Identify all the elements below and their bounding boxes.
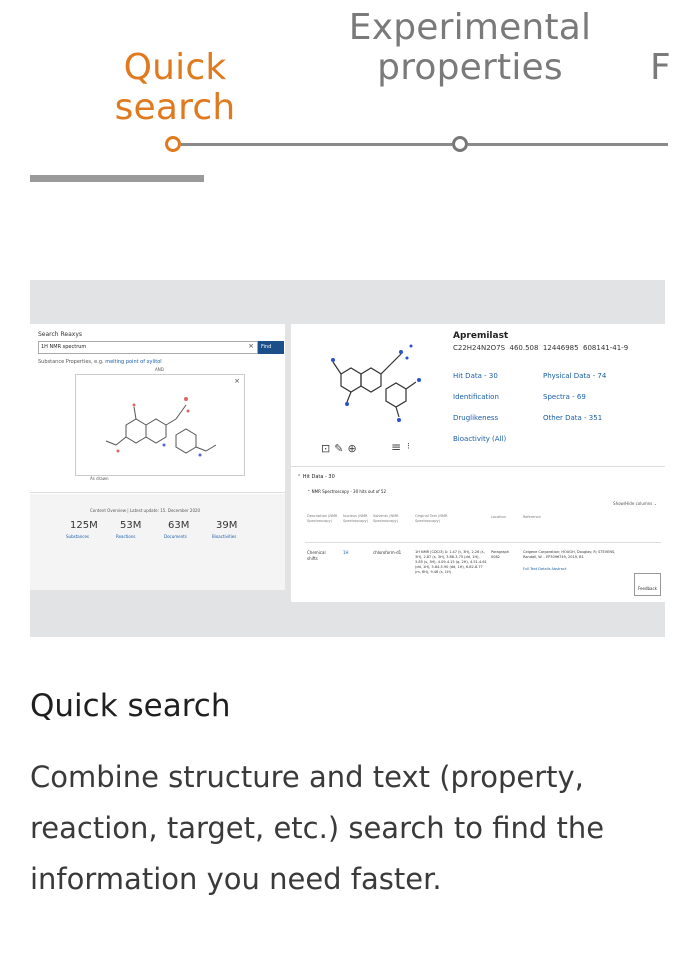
col-solvents: Solvents (NMR Spectroscopy) [373,514,399,523]
row-solvent: chloroform-d1 [373,550,402,555]
mass: 460.508 [509,344,539,352]
row-description: Chemical shifts [307,550,326,561]
search-input[interactable] [38,341,258,354]
feedback-button[interactable]: Feedback [634,573,661,596]
hit-data-section[interactable]: ⌃ Hit Data - 30 [297,474,335,480]
row-original-text: 1H NMR (CDCl3) δ: 1.47 (t, 3H), 2.26 (s, 3H), 2.87 (s, 3H), 3.68-3.75 (dd, 1H), 3.85 (s, 3H), 4.09-4.15 (q, 2H), 4.51-4.61 (dd, 1H), 5.84-5.90 (dd, 1H), 6.82-8.77 (m, 6H), 9.46 (s, 1H) [415,550,487,574]
zoom-icon[interactable]: ⊕ [347,442,361,455]
reactions-link[interactable]: Reactions [116,534,136,539]
section-description: Combine structure and text (property, reaction, target, etc.) search to find the information you need faster. [30,760,605,896]
progress-line [181,143,452,146]
physical-data-link[interactable]: Physical Data - 74 [543,372,607,380]
col-location: Location [491,515,506,519]
bioactivity-link[interactable]: Bioactivity (All) [453,435,507,443]
search-card [30,324,285,590]
overview-label: Content Overview | Latest update: 15. December 2020 [90,508,201,513]
identification-link[interactable]: Identification [453,393,499,401]
tab-experimental-properties[interactable]: Experimental properties [348,7,592,88]
active-tab-underline [30,175,204,182]
hierarchy-icon[interactable]: ⁝ [407,442,410,452]
tab-next-partial[interactable]: F [650,47,671,88]
result-card [291,324,665,602]
structure-editor[interactable] [75,374,245,476]
molecule-drawing [311,334,441,434]
cas-number: 608141-41-9 [583,344,629,352]
formula: C22H24N2O7S [453,344,506,352]
row-reference: Celgene Corporation; HOUGH, Douglas; R; STEVENS, Randall, W. - EP3096749, 2019, B1 [523,550,616,559]
col-nucleus: Nucleus (NMR Spectroscopy) [343,514,368,523]
stat-documents: 63M [168,520,190,531]
cart-icon[interactable]: ⊡ [321,442,335,455]
section-title: Quick search [30,688,231,724]
divider [305,542,661,543]
substance-meta [453,344,628,352]
substances-link[interactable]: Substances [66,534,89,539]
row-location: Paragraph 0082 [491,550,509,559]
search-query: 1H NMR spectrum [41,344,87,350]
progress-line-right [468,143,668,146]
step-indicator-active[interactable] [165,136,181,152]
row-reference-links[interactable]: Full Text Details Abstract [523,567,567,571]
hit-data-link[interactable]: Hit Data - 30 [453,372,498,380]
divider [291,466,665,467]
druglikeness-link[interactable]: Druglikeness [453,414,499,422]
spectra-link[interactable]: Spectra - 69 [543,393,586,401]
find-label: Find [261,344,272,350]
stat-substances: 125M [70,520,98,531]
screenshot-panel [30,280,665,637]
tab-quick-search[interactable]: Quick search [114,47,236,128]
substance-name[interactable]: Apremilast [453,331,509,341]
step-indicator[interactable] [452,136,468,152]
stat-reactions: 53M [120,520,142,531]
other-data-link[interactable]: Other Data - 351 [543,414,603,422]
stat-bioactivities: 39M [216,520,238,531]
content-overview [30,494,285,590]
nmr-section[interactable]: ⌃ NMR Spectroscopy - 30 hits out of 52 [307,489,387,494]
substance-properties: Substance Properties, e.g. melting point of xylitol [38,359,162,365]
molecule-drawing [76,375,244,475]
divider [30,492,285,493]
search-label: Search Reaxys [38,331,83,338]
edit-icon[interactable]: ✎ [334,442,348,455]
clear-icon[interactable]: × [248,342,254,350]
documents-link[interactable]: Documents [164,534,187,539]
and-label: AND [155,367,164,372]
close-icon[interactable]: × [234,377,240,385]
toolbar [321,442,361,455]
col-reference: Reference [523,515,541,519]
col-original-text: Original Text (NMR Spectroscopy) [415,514,448,523]
list-icon[interactable]: ≡ [391,440,402,454]
row-nucleus[interactable]: 1H [343,550,349,555]
col-description: Description (NMR Spectroscopy) [307,514,338,523]
show-hide-columns[interactable]: Show/Hide columns ⌄ [613,501,657,506]
reaxys-rn: 12446985 [542,344,579,352]
as-drawn-label: As drawn [90,476,109,481]
bioactivities-link[interactable]: Bioactivities [212,534,237,539]
find-button[interactable] [258,341,284,354]
